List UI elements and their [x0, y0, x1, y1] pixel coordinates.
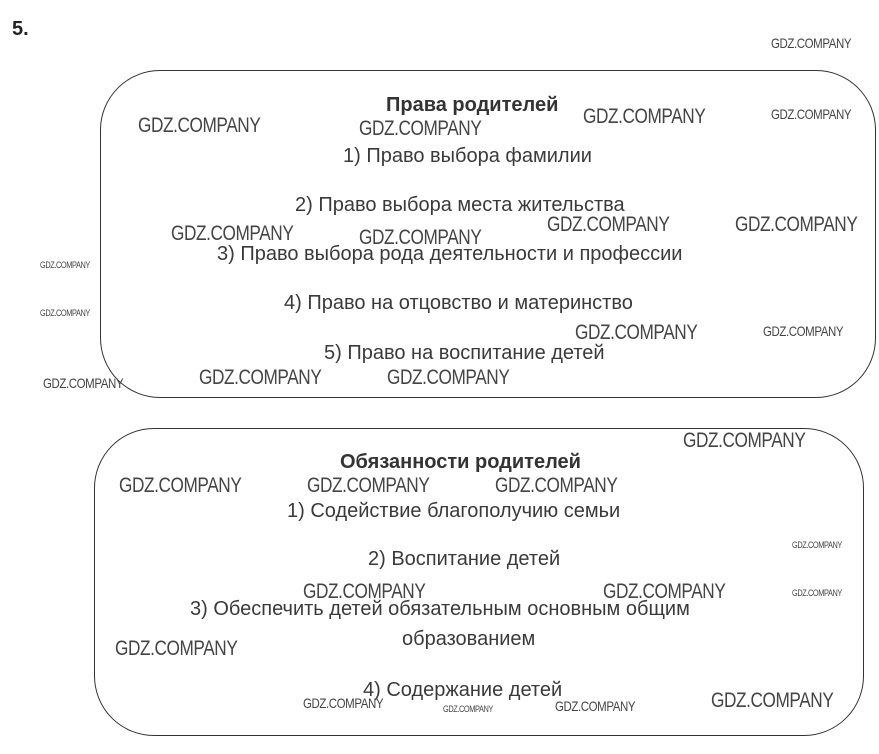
- watermark: GDZ.COMPANY: [359, 226, 482, 249]
- watermark: GDZ.COMPANY: [40, 260, 90, 270]
- watermark: GDZ.COMPANY: [138, 114, 261, 137]
- watermark: GDZ.COMPANY: [387, 366, 510, 389]
- watermark: GDZ.COMPANY: [583, 105, 706, 128]
- watermark: GDZ.COMPANY: [119, 474, 242, 497]
- duties-item-2: 2) Воспитание детей: [368, 548, 561, 570]
- watermark: GDZ.COMPANY: [359, 117, 482, 140]
- watermark: GDZ.COMPANY: [735, 213, 858, 236]
- duties-title: Обязанности родителей: [340, 451, 581, 473]
- watermark: GDZ.COMPANY: [43, 375, 124, 391]
- rights-item-4: 4) Право на отцовство и материнство: [284, 292, 633, 314]
- rights-item-2: 2) Право выбора места жительства: [295, 194, 625, 216]
- watermark: GDZ.COMPANY: [495, 474, 618, 497]
- watermark: GDZ.COMPANY: [792, 588, 842, 598]
- rights-item-5: 5) Право на воспитание детей: [324, 342, 605, 364]
- watermark: GDZ.COMPANY: [115, 637, 238, 660]
- watermark: GDZ.COMPANY: [771, 106, 852, 122]
- watermark: GDZ.COMPANY: [792, 540, 842, 550]
- watermark: GDZ.COMPANY: [603, 580, 726, 603]
- watermark: GDZ.COMPANY: [547, 213, 670, 236]
- task-number: 5.: [12, 18, 29, 40]
- watermark: GDZ.COMPANY: [171, 222, 294, 245]
- watermark: GDZ.COMPANY: [555, 698, 636, 714]
- watermark: GDZ.COMPANY: [763, 323, 844, 339]
- duties-item-1: 1) Содействие благополучию семьи: [287, 500, 621, 522]
- watermark: GDZ.COMPANY: [303, 695, 384, 711]
- watermark: GDZ.COMPANY: [711, 689, 834, 712]
- watermark: GDZ.COMPANY: [575, 321, 698, 344]
- duties-item-3-line-2: образованием: [402, 628, 536, 650]
- duties-item-3-line-1: 3) Обеспечить детей обязательным основным общим: [190, 598, 690, 620]
- rights-item-3: 3) Право выбора рода деятельности и профессии: [217, 243, 683, 265]
- watermark: GDZ.COMPANY: [307, 474, 430, 497]
- watermark: GDZ.COMPANY: [683, 429, 806, 452]
- rights-item-1: 1) Право выбора фамилии: [343, 145, 592, 167]
- watermark: GDZ.COMPANY: [771, 35, 852, 51]
- rights-title: Права родителей: [386, 94, 559, 116]
- watermark: GDZ.COMPANY: [443, 704, 493, 714]
- watermark: GDZ.COMPANY: [199, 366, 322, 389]
- watermark: GDZ.COMPANY: [40, 308, 90, 318]
- duties-item-4: 4) Содержание детей: [363, 679, 563, 701]
- watermark: GDZ.COMPANY: [303, 580, 426, 603]
